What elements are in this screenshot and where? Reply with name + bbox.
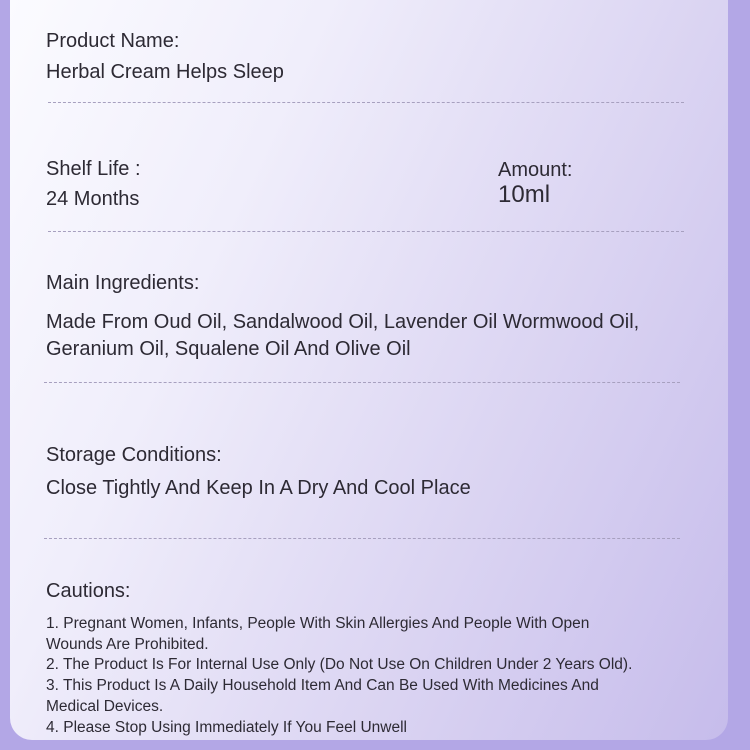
- main-ingredients-line: Geranium Oil, Squalene Oil And Olive Oil: [46, 338, 411, 360]
- caution-line: 1. Pregnant Women, Infants, People With Skin Allergies And People With Open: [46, 615, 590, 632]
- amount-label: Amount:: [498, 159, 573, 181]
- divider: [44, 382, 680, 383]
- caution-line: Wounds Are Prohibited.: [46, 636, 209, 653]
- divider: [48, 102, 684, 103]
- cautions-label: Cautions:: [46, 580, 131, 602]
- product-name-label: Product Name:: [46, 30, 180, 52]
- divider: [48, 231, 684, 232]
- caution-line: 2. The Product Is For Internal Use Only (Do Not Use On Children Under 2 Years Old).: [46, 656, 633, 673]
- storage-conditions-label: Storage Conditions:: [46, 444, 222, 466]
- main-ingredients-line: Made From Oud Oil, Sandalwood Oil, Lavender Oil Wormwood Oil,: [46, 311, 640, 333]
- product-name-value: Herbal Cream Helps Sleep: [46, 61, 284, 83]
- storage-conditions-value: Close Tightly And Keep In A Dry And Cool Place: [46, 477, 471, 499]
- shelf-life-label: Shelf Life :: [46, 158, 141, 180]
- main-ingredients-label: Main Ingredients:: [46, 272, 200, 294]
- caution-line: Medical Devices.: [46, 698, 164, 715]
- amount-value: 10ml: [498, 181, 551, 208]
- shelf-life-value: 24 Months: [46, 188, 140, 210]
- divider: [44, 538, 680, 539]
- caution-line: 4. Please Stop Using Immediately If You Feel Unwell: [46, 719, 407, 736]
- caution-line: 3. This Product Is A Daily Household Item And Can Be Used With Medicines And: [46, 677, 599, 694]
